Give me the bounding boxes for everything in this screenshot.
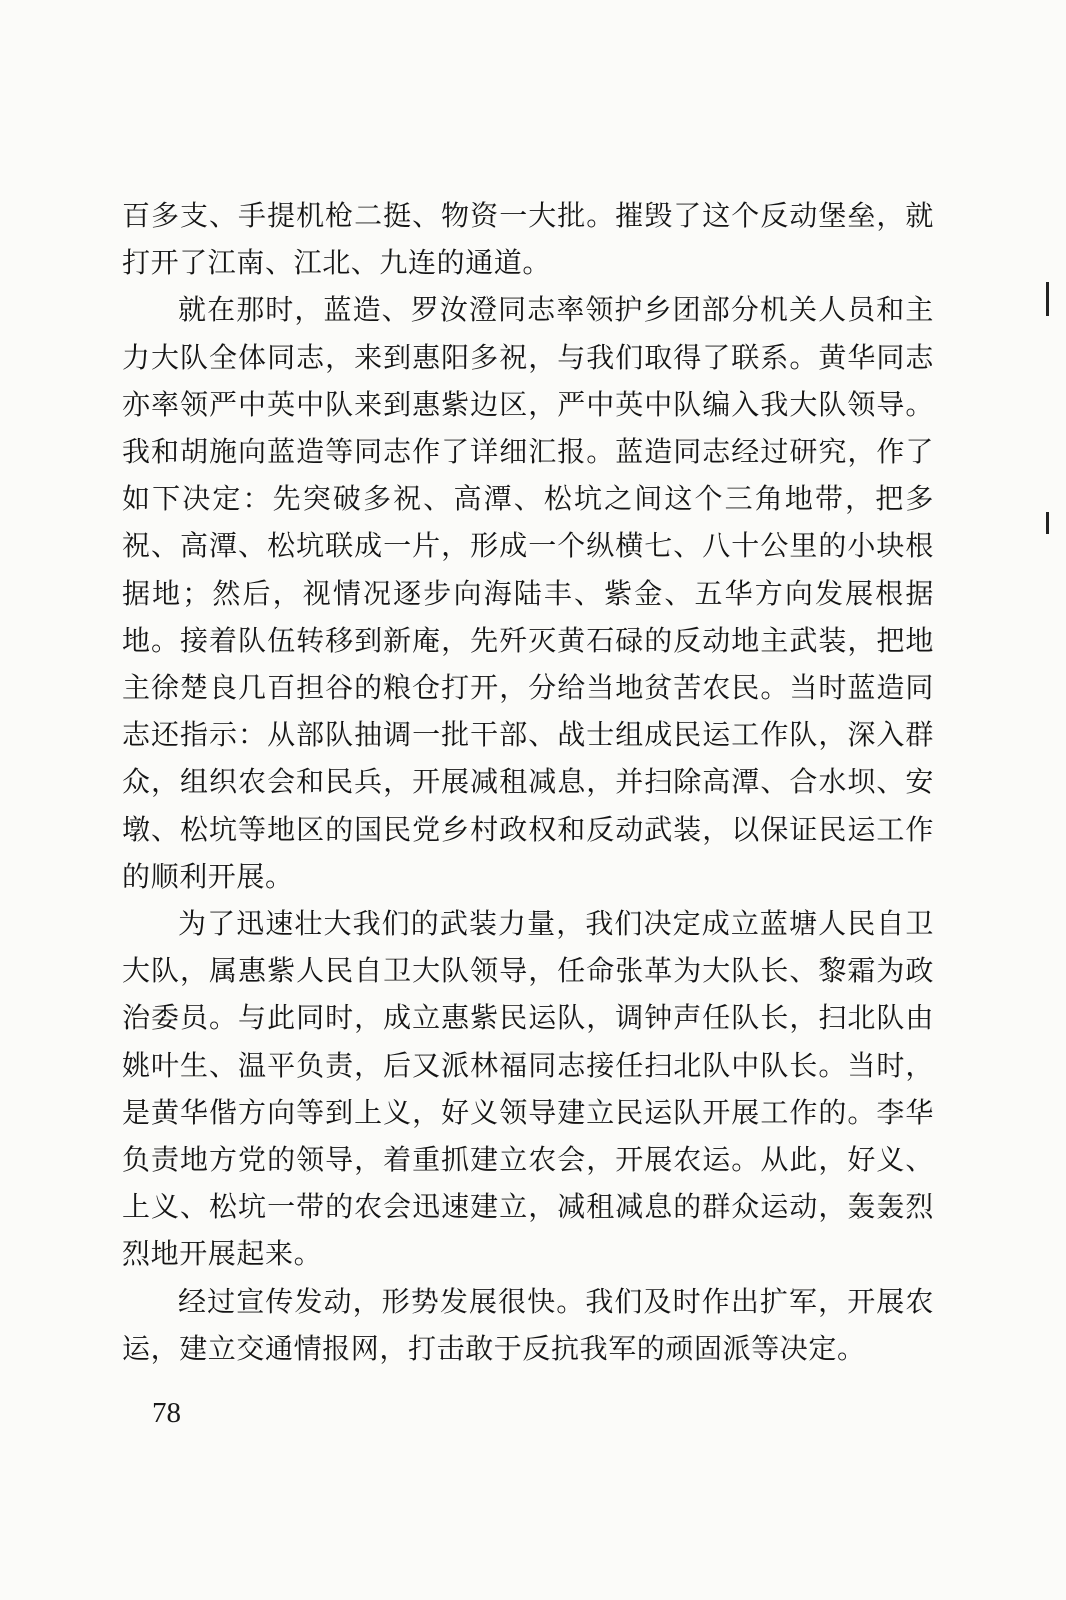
paragraph-4: 经过宣传发动，形势发展很快。我们及时作出扩军，开展农运，建立交通情报网，打击敢于反抗我军的顽固派等决定。 — [122, 1284, 934, 1365]
scan-edge-mark — [1046, 512, 1049, 534]
paragraph-2: 就在那时，蓝造、罗汝澄同志率领护乡团部分机关人员和主力大队全体同志，来到惠阳多祝，与我们取得了联系。黄华同志亦率领严中英中队来到惠紫边区，严中英中队编入我大队领导。我和胡施向蓝造等同志作了详细汇报。蓝造同志经过研究，作了如下决定：先突破多祝、高潭、松坑之间这个三角地带，把多祝、高潭、松坑联成一片，形成一个纵横七、八十公里的小块根据地；然后，视情况逐步向海陆丰、紫金、五华方向发展根据地。接着队伍转移到新庵，先歼灭黄石碌的反动地主武装，把地主徐楚良几百担谷的粮仓打开，分给当地贫苦农民。当时蓝造同志还指示：从部队抽调一批干部、战士组成民运工作队，深入群众，组织农会和民兵，开展减租减息，并扫除高潭、合水坝、安墩、松坑等地区的国民党乡村政权和反动武装，以保证民运工作的顺利开展。 — [122, 293, 934, 893]
paragraph-1: 百多支、手提机枪二挺、物资一大批。摧毁了这个反动堡垒，就打开了江南、江北、九连的通道。 — [122, 199, 934, 280]
paragraph-3: 为了迅速壮大我们的武装力量，我们决定成立蓝塘人民自卫大队，属惠紫人民自卫大队领导，任命张革为大队长、黎霜为政治委员。与此同时，成立惠紫民运队，调钟声任队长，扫北队由姚叶生、温平负责，后又派林福同志接任扫北队中队长。当时，是黄华偕方向等到上义，好义领导建立民运队开展工作的。李华负责地方党的领导，着重抓建立农会，开展农运。从此，好义、上义、松坑一带的农会迅速建立，减租减息的群众运动，轰轰烈烈地开展起来。 — [122, 907, 934, 1271]
page-number: 78 — [152, 1397, 181, 1429]
scan-edge-mark — [1046, 282, 1049, 316]
body-text — [122, 192, 934, 1372]
